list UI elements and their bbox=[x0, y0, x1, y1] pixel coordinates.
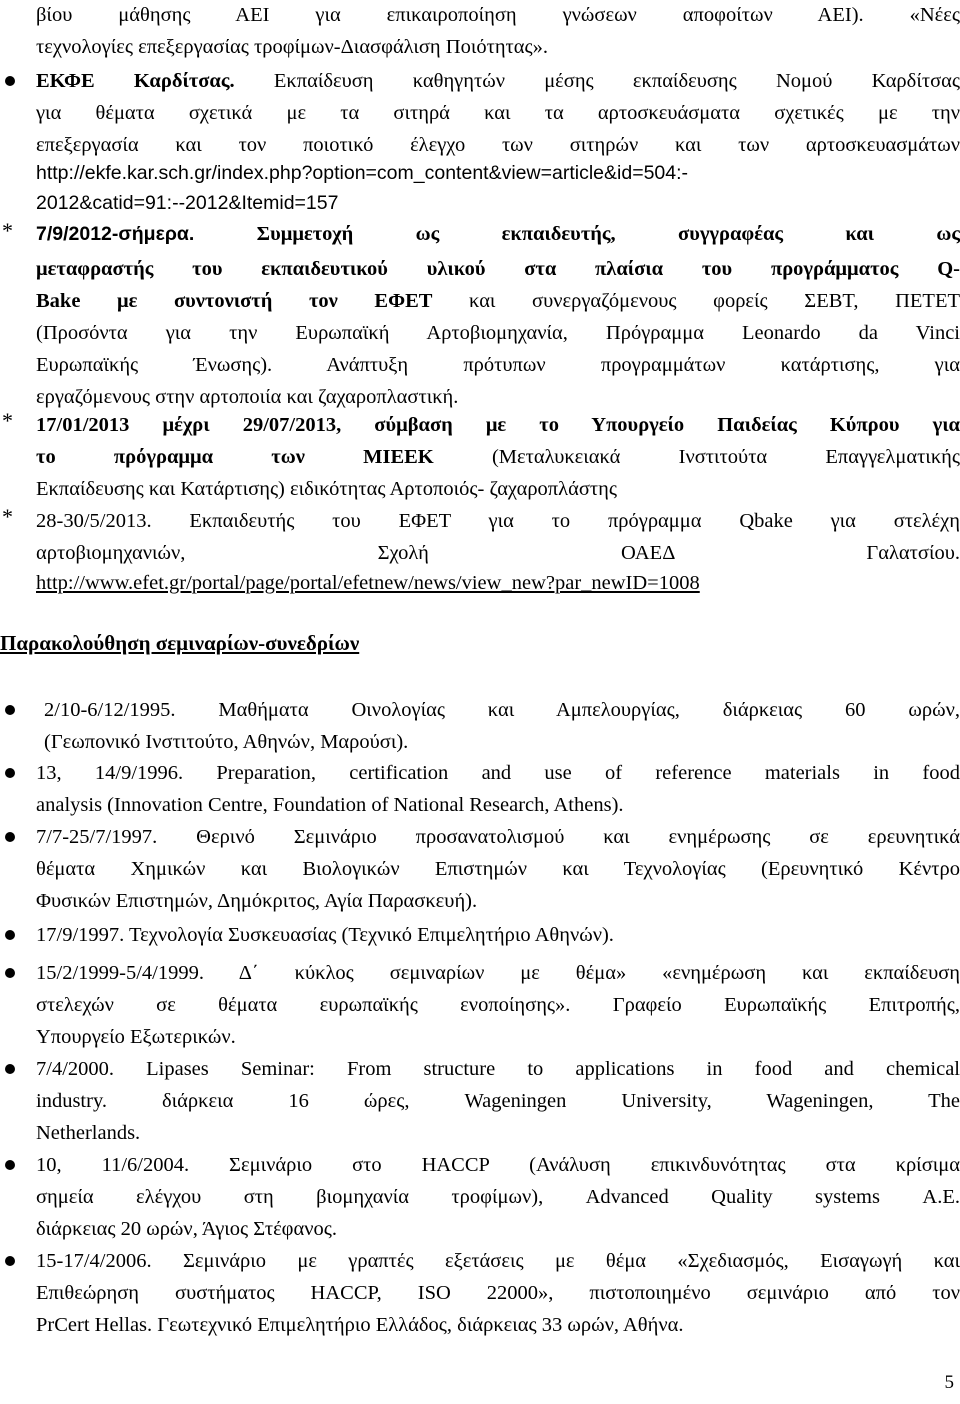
list-item bbox=[36, 66, 960, 96]
text-line: Υπουργείο Εξωτερικών. bbox=[36, 1026, 236, 1048]
item-text: Εκπαίδευση καθηγητών μέσης εκπαίδευσης Νομού Καρδίτσας bbox=[234, 70, 960, 92]
text-line: industry. διάρκεια 16 ώρες, Wageningen University, Wageningen, The bbox=[36, 1090, 960, 1112]
text-line: διάρκειας 20 ωρών, Άγιος Στέφανος. bbox=[36, 1218, 338, 1240]
text-line: στελεχών σε θέματα ευρωπαϊκής ενοποίησης». Γραφείο Ευρωπαϊκής Επιτροπής, bbox=[36, 994, 960, 1016]
text-line: μεταφραστής του εκπαιδευτικού υλικού στα πλαίσια του προγράμματος Q- bbox=[36, 258, 960, 280]
url-text: http://ekfe.kar.sch.gr/index.php?option=com_content&view=article&id=504:- bbox=[36, 162, 689, 184]
text-line: Εκπαίδευσης και Κατάρτισης) ειδικότητας Αρτοποιός- ζαχαροπλάστης bbox=[36, 478, 617, 500]
text-line bbox=[36, 286, 960, 316]
item-text: και συνεργαζόμενους φορείς ΣΕΒΤ, ΠΕΤΕΤ bbox=[432, 290, 960, 312]
list-item: 15/2/1999-5/4/1999. Δ΄ κύκλος σεμιναρίων με θέμα» «ενημέρωση και εκπαίδευση bbox=[36, 962, 960, 984]
item-text: Συμμετοχή ως εκπαιδευτής, συγγραφέας και ως bbox=[194, 223, 960, 245]
asterisk-bullet-icon: * bbox=[2, 218, 13, 243]
text-line: επεξεργασία και τον ποιοτικό έλεγχο των σιτηρών και των αρτοσκευασμάτων bbox=[36, 134, 960, 156]
efet-link[interactable]: http://www.efet.gr/portal/page/portal/efetnew/news/view_new?par_newID=1008 bbox=[36, 572, 700, 594]
list-item: 17/01/2013 μέχρι 29/07/2013, σύμβαση με το Υπουργείο Παιδείας Κύπρου για bbox=[36, 414, 960, 436]
list-item: 28-30/5/2013. Εκπαιδευτής του ΕΦΕΤ για το πρόγραμμα Qbake για στελέχη bbox=[36, 510, 960, 532]
list-item bbox=[36, 219, 960, 249]
list-item: 15-17/4/2006. Σεμινάριο με γραπτές εξετάσεις με θέμα «Σχεδιασμός, Εισαγωγή και bbox=[36, 1250, 960, 1272]
text-line bbox=[36, 442, 960, 472]
text-line: Netherlands. bbox=[36, 1122, 141, 1144]
bullet-icon bbox=[5, 1064, 15, 1074]
url-text: 2012&catid=91:--2012&Itemid=157 bbox=[36, 192, 339, 214]
bullet-icon bbox=[5, 705, 15, 715]
text-line: θέματα Χημικών και Βιολογικών Επιστημών και Τεχνολογίας (Ερευνητικό Κέντρο bbox=[36, 858, 960, 880]
section-heading: Παρακολούθηση σεμιναρίων-συνεδρίων bbox=[0, 631, 360, 655]
page-number: 5 bbox=[944, 1372, 954, 1393]
list-item: 17/9/1997. Τεχνολογία Συσκευασίας (Τεχνικό Επιμελητήριο Αθηνών). bbox=[36, 924, 614, 946]
text-line: σημεία ελέγχου στη βιομηχανία τροφίμων), Advanced Quality systems Α.Ε. bbox=[36, 1186, 960, 1208]
bullet-icon bbox=[5, 1160, 15, 1170]
text-line: (Γεωπονικό Ινστιτούτο, Αθηνών, Μαρούσι). bbox=[44, 731, 409, 753]
item-date: ΕΚΦΕ Καρδίτσας. bbox=[36, 70, 235, 92]
asterisk-bullet-icon: * bbox=[2, 408, 13, 433]
bullet-icon bbox=[5, 1256, 15, 1266]
list-item: 13, 14/9/1996. Preparation, certification and use of reference materials in food bbox=[36, 762, 960, 784]
bullet-icon bbox=[5, 76, 15, 86]
bullet-icon bbox=[5, 832, 15, 842]
item-text: (Μεταλυκειακά Ινστιτούτα Επαγγελματικής bbox=[433, 446, 960, 468]
text-line: εργαζόμενους στην αρτοποιία και ζαχαροπλαστική. bbox=[36, 386, 459, 408]
asterisk-bullet-icon: * bbox=[2, 504, 13, 529]
text-line: Φυσικών Επιστημών, Δημόκριτος, Αγία Παρασκευή). bbox=[36, 890, 478, 912]
bullet-icon bbox=[5, 968, 15, 978]
text-line bbox=[36, 568, 960, 598]
text-line: αρτοβιομηχανιών, Σχολή ΟΑΕΔ Γαλατσίου. bbox=[36, 542, 960, 564]
text-line: Ευρωπαϊκής Ένωσης). Ανάπτυξη πρότυπων προγραμμάτων κατάρτισης, για bbox=[36, 354, 960, 376]
list-item: 7/7-25/7/1997. Θερινό Σεμινάριο προσανατολισμού και ενημέρωσης σε ερευνητικά bbox=[36, 826, 960, 848]
text-line: για θέματα σχετικά με τα σιτηρά και τα αρτοσκευάσματα σχετικές με την bbox=[36, 102, 960, 124]
text-line: (Προσόντα για την Ευρωπαϊκή Αρτοβιομηχανία, Πρόγραμμα Leonardo da Vinci bbox=[36, 322, 960, 344]
text-line: βίου μάθησης ΑΕΙ για επικαιροποίηση γνώσεων αποφοίτων ΑΕΙ). «Νέες bbox=[36, 4, 960, 26]
item-date: 7/9/2012-σήμερα. bbox=[36, 223, 195, 245]
text-line: Επιθεώρηση συστήματος HACCP, ISO 22000», πιστοποιημένο σεμινάριο από τον bbox=[36, 1282, 960, 1304]
list-item: 10, 11/6/2004. Σεμινάριο στο HACCP (Ανάλυση επικινδυνότητας στα κρίσιμα bbox=[36, 1154, 960, 1176]
text-line: analysis (Innovation Centre, Foundation of National Research, Athens). bbox=[36, 794, 624, 816]
list-item: 2/10-6/12/1995. Μαθήματα Οινολογίας και Αμπελουργίας, διάρκειας 60 ωρών, bbox=[44, 699, 960, 721]
bold-text: το πρόγραμμα των ΜΙΕΕΚ bbox=[36, 446, 434, 468]
text-line: τεχνολογίες επεξεργασίας τροφίμων-Διασφάλιση Ποιότητας». bbox=[36, 36, 549, 58]
bullet-icon bbox=[5, 768, 15, 778]
text-line: PrCert Hellas. Γεωτεχνικό Επιμελητήριο Ελλάδος, διάρκειας 33 ωρών, Αθήνα. bbox=[36, 1314, 684, 1336]
bold-text: Bake με συντονιστή τον ΕΦΕΤ bbox=[36, 290, 433, 312]
list-item: 7/4/2000. Lipases Seminar: From structure to applications in food and chemical bbox=[36, 1058, 960, 1080]
bullet-icon bbox=[5, 930, 15, 940]
